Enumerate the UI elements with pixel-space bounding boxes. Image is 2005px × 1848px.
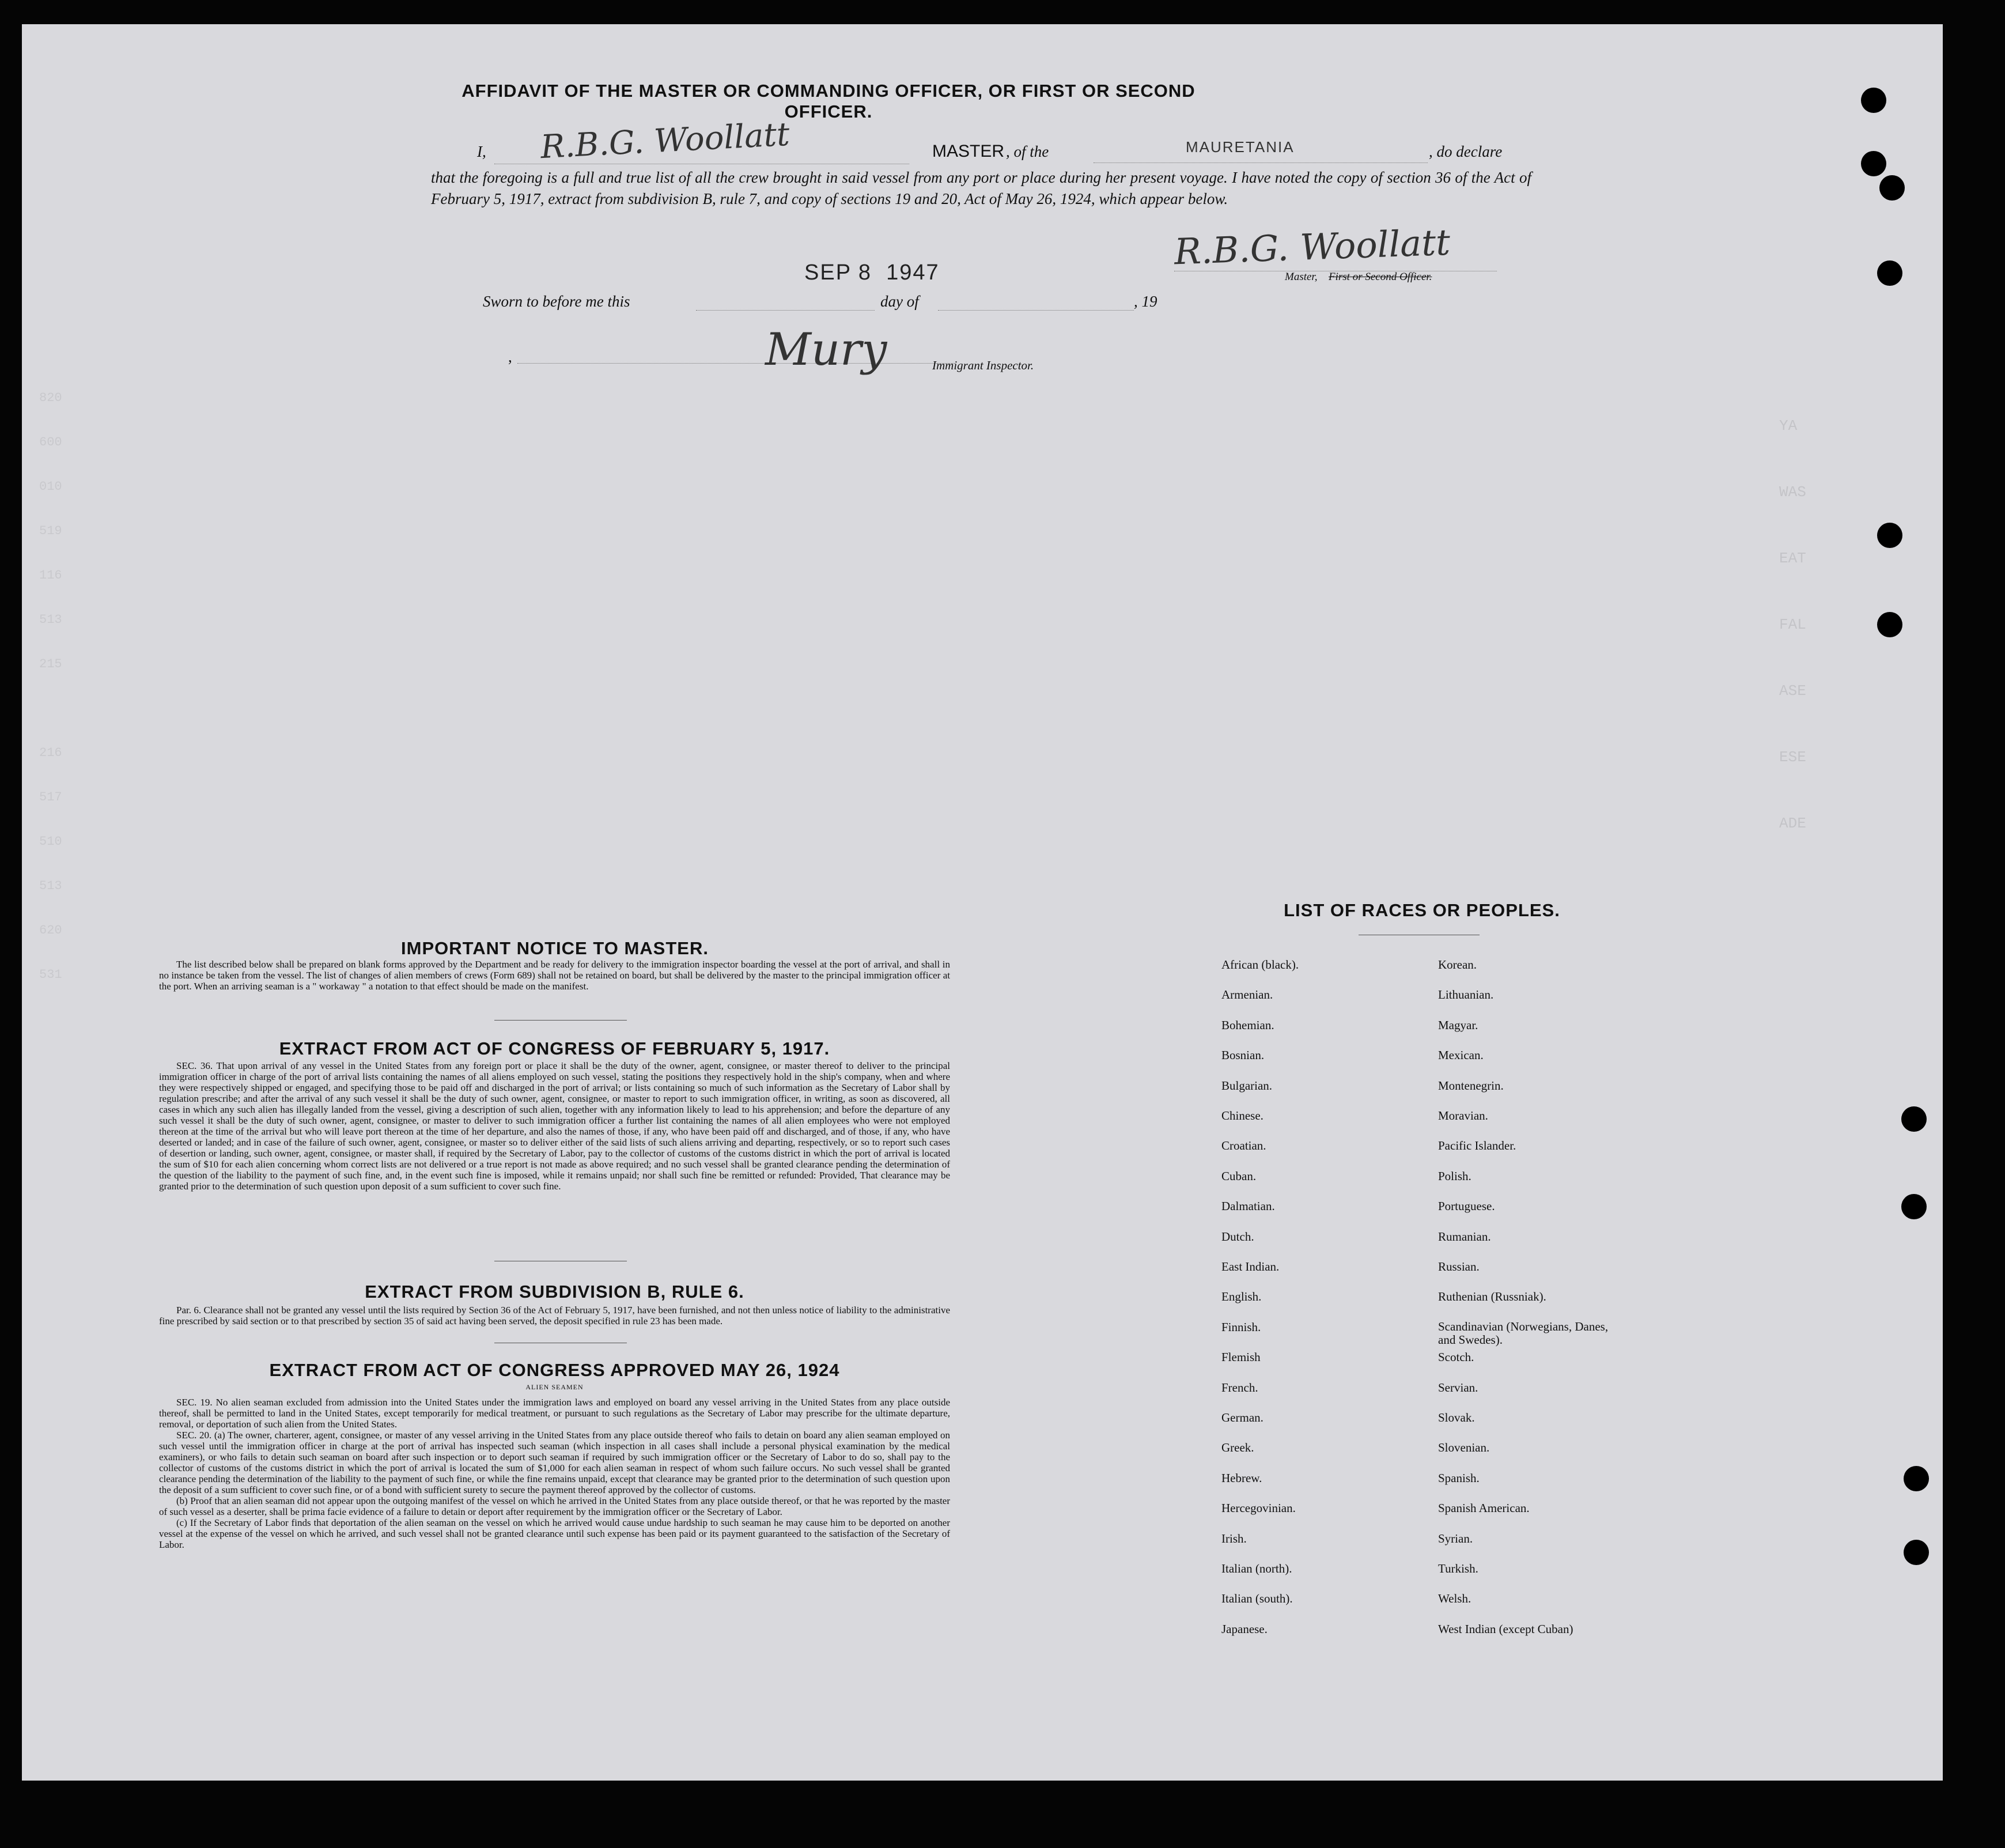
signature-caption-master: Master,: [1285, 271, 1318, 283]
sec-20c: (c) If the Secretary of Labor finds that deportation of the alien seaman on the vessel on which he arrived would cause undue hardship to such seaman he may cause him to be deported on another vessel at the expense of the vessel on which he arrived, and such vessel shall not be granted clearance until such expense has been paid or its payment guaranteed to the satisfaction of the Secretary of Labor.: [159, 1517, 950, 1550]
race-item-left: Japanese.: [1221, 1622, 1268, 1636]
punch-hole: [1861, 151, 1886, 176]
race-item-left: Flemish: [1221, 1350, 1261, 1365]
race-item-right: Scotch.: [1438, 1350, 1474, 1365]
race-item-right: Pacific Islander.: [1438, 1139, 1516, 1153]
race-item-left: East Indian.: [1221, 1260, 1280, 1273]
race-item-left: Croatian.: [1221, 1139, 1266, 1153]
punch-hole: [1904, 1540, 1929, 1565]
rule6-title: EXTRACT FROM SUBDIVISION B, RULE 6.: [365, 1282, 744, 1302]
race-item-right: Portuguese.: [1438, 1199, 1495, 1214]
extract-1917-title: EXTRACT FROM ACT OF CONGRESS OF FEBRUARY 5, 1917.: [279, 1038, 830, 1059]
race-item-right: Korean.: [1438, 958, 1477, 972]
race-item-left: Italian (north).: [1221, 1562, 1292, 1575]
race-item-left: Hebrew.: [1221, 1471, 1262, 1485]
do-declare-text: , do declare: [1429, 143, 1503, 160]
race-item-left: African (black).: [1221, 958, 1299, 972]
race-item-right: Ruthenian (Russniak).: [1438, 1290, 1546, 1304]
punch-hole: [1879, 175, 1905, 201]
sworn-month-line: [938, 310, 1134, 311]
punch-hole: [1901, 1194, 1927, 1219]
race-item-left: Dalmatian.: [1221, 1199, 1275, 1214]
sec-20b: (b) Proof that an alien seaman did not appear upon the outgoing manifest of the vessel on which he arrived in the United States from any place outside thereof, or that he was reported by the master of such vessel as a deserter, shall be prima facie evidence of a failure to detain or deport after requirement by the immigration officer or the Secretary of Labor.: [159, 1495, 950, 1517]
race-item-left: German.: [1221, 1411, 1263, 1424]
race-item-right: Magyar.: [1438, 1018, 1478, 1032]
notice-body: The list described below shall be prepared on blank forms approved by the Department and be ready for delivery to the immigration inspector boarding the vessel at the port of arrival, and shall in no instance be taken from the vessel. The list of changes of alien members of crews (Form 689) shall not be retained on board, but shall be delivered by the master to the principal immigration officer at the port. When an arriving seaman is a " workaway " a notation to that effect should be made on the manifest.: [159, 959, 950, 992]
document-page: [22, 24, 1943, 1781]
race-item-right: Welsh.: [1438, 1592, 1471, 1606]
sec-19: SEC. 19. No alien seaman excluded from admission into the United States under the immigration laws and employed on board any vessel arriving in the United States from any place outside thereof, shall be permitted to land in the United States, except temporarily for medical treatment, or pursuant to such regulations as the Secretary of Labor may prescribe for the ultimate departure, removal, or deportation of such alien from the United States.: [159, 1397, 950, 1430]
affidavit-title: AFFIDAVIT OF THE MASTER OR COMMANDING OFFICER, OR FIRST OR SECOND OFFICER.: [461, 81, 1196, 122]
extract-1924-title: EXTRACT FROM ACT OF CONGRESS APPROVED MAY 26, 1924: [269, 1360, 840, 1380]
sworn-year: , 19: [1134, 293, 1157, 310]
punch-hole: [1861, 88, 1886, 113]
race-item-left: Cuban.: [1221, 1169, 1257, 1183]
signature-caption-struck: First or Second Officer.: [1329, 271, 1432, 283]
master-signature-right: R.B.G. Woollatt: [1173, 221, 1451, 273]
race-item-left: Armenian.: [1221, 988, 1273, 1002]
affidavit-body: that the foregoing is a full and true list of all the crew brought in said vessel from any port or place during her present voyage. I have noted the copy of section 36 of the Act of February 5, 1917, extract from subdivision B, rule 7, and copy of sections 19 and 20, Act of May 26, 1924, which appear below.: [431, 169, 1531, 207]
race-item-left: French.: [1221, 1380, 1258, 1394]
affidavit-i: I,: [477, 143, 486, 160]
punch-hole: [1904, 1466, 1929, 1491]
sworn-day-line: [696, 310, 875, 311]
race-item-right: Scandinavian (Norwegians, Danes, and Swedes).: [1438, 1319, 1609, 1347]
race-item-right: Slovenian.: [1438, 1441, 1490, 1455]
race-item-right: Russian.: [1438, 1260, 1480, 1273]
race-item-right: Moravian.: [1438, 1109, 1488, 1123]
sworn-prefix: Sworn to before me this: [483, 293, 630, 310]
vessel-name-line: [1094, 162, 1428, 163]
divider-rule: [494, 1020, 627, 1021]
inspector-comma: ,: [508, 348, 512, 365]
extract-1917-body: SEC. 36. That upon arrival of any vessel in the United States from any foreign port or place it shall be the duty of the owner, agent, consignee, or master thereof to deliver to the principal immigration officer in charge of the port of arrival lists containing the names of all aliens employed on such vessel, stating the positions they respectively hold in the ship's company, when and where they were respectively shipped or engaged, and specifying those to be paid off and discharged in the port of arrival; or lists containing so much of such information as the Secretary of Labor shall by regulation prescribe; and after the arrival of any such vessel it shall be the duty of such owner, agent, consignee, or master to report to such immigration officer, in writing, as soon as discovered, all cases in which any such alien has illegally landed from the vessel, giving a description of such alien, together with any information likely to lead to his apprehension; and before the departure of any such vessel it shall be the duty of such owner, agent, consignee, or master to deliver to such immigration officer a further list containing the names of all alien employees who were not employed thereon at the time of the arrival but who will leave port thereon at the time of her departure, and also the names of those, if any, who have been paid off and discharged, and of those, if any, who have deserted or landed; and in case of the failure of such owner, agent, consignee, or master so to deliver either of the said lists of such aliens arriving and departing, respectively, or so to report such cases of desertion or landing, such owner, agent, consignee, or master shall, if required by the Secretary of Labor, pay to the collector of customs of the customs district in which the port of arrival is located the sum of $10 for each alien concerning whom correct lists are not delivered or a true report is not made as above required; and no such vessel shall be granted clearance pending the determination of the question of the liability to the payment of such fine, and, in the event such fine is imposed, while it remains unpaid; nor shall such fine be remitted or refunded: Provided, That clearance may be granted prior to the determination of such question upon deposit of a sum sufficient to cover such fine.: [159, 1060, 950, 1192]
punch-hole: [1877, 260, 1902, 286]
punch-hole: [1877, 612, 1902, 637]
punch-hole: [1901, 1106, 1927, 1132]
race-item-left: Finnish.: [1221, 1320, 1261, 1334]
race-item-left: English.: [1221, 1290, 1262, 1304]
race-item-left: Irish.: [1221, 1531, 1247, 1545]
race-item-right: Slovak.: [1438, 1411, 1475, 1424]
race-item-right: Servian.: [1438, 1380, 1478, 1394]
rule6-body: Par. 6. Clearance shall not be granted any vessel until the lists required by Section 36 of the Act of February 5, 1917, have been furnished, and not then unless notice of liability to the administrative fine prescribed by said section or to that prescribed by section 35 of said act having been served, the deposit specified in rule 23 has been made.: [159, 1305, 950, 1327]
race-item-right: Turkish.: [1438, 1562, 1478, 1575]
inspector-signature: Mury: [765, 324, 887, 376]
punch-hole: [1877, 523, 1902, 548]
race-item-left: Dutch.: [1221, 1229, 1254, 1244]
vessel-name: MAURETANIA: [1186, 138, 1295, 156]
race-item-left: Italian (south).: [1221, 1592, 1293, 1606]
race-item-right: Rumanian.: [1438, 1229, 1491, 1244]
race-item-right: Polish.: [1438, 1169, 1471, 1183]
race-item-right: Montenegrin.: [1438, 1078, 1504, 1093]
race-item-right: Spanish American.: [1438, 1501, 1530, 1516]
notice-title: IMPORTANT NOTICE TO MASTER.: [401, 938, 709, 958]
race-item-right: Spanish.: [1438, 1471, 1480, 1485]
race-item-right: West Indian (except Cuban): [1438, 1622, 1573, 1636]
bleed-through-left-ids: 820 600 010 519 116 513 215 216 517 510 513 620 531: [39, 391, 62, 982]
master-name-signature: R.B.G. Woollatt: [539, 115, 791, 167]
race-item-left: Greek.: [1221, 1441, 1254, 1455]
sworn-day-of: day of: [880, 293, 919, 310]
extract-1924-subtitle: ALIEN SEAMEN: [525, 1383, 584, 1391]
master-word: MASTER: [932, 142, 1005, 161]
bleed-through-right-ids: YA WAS EAT FAL ASE ESE ADE: [1779, 417, 1806, 832]
race-item-left: Bulgarian.: [1221, 1078, 1273, 1093]
race-item-left: Bosnian.: [1221, 1048, 1265, 1063]
inspector-caption: Immigrant Inspector.: [932, 358, 1034, 372]
race-item-left: Bohemian.: [1221, 1018, 1274, 1032]
sec-20a: SEC. 20. (a) The owner, charterer, agent, consignee, or master of any vessel arriving in the United States from any place outside thereof who fails to detain on board any alien seaman employed on such vessel until the immigration officer in charge at the port of arrival has inspected such seaman (which inspection in all cases shall include a personal physical examination by the medical examiners), or who fails to detain such seaman on board after such inspection or to deport such seaman if required by such immigration officer or the Secretary of Labor to do so, shall pay to the collector of customs of the customs district in which the port of arrival is located the sum of $1,000 for each alien seaman in respect of whom such failure occurs. No such vessel shall be granted clearance pending the determination of the liability to the payment of such fine, or while the fine remains unpaid, except that clearance may be granted prior to the determination of such question upon the deposit of a sum sufficient to cover such fine, or of a bond with sufficient surety to secure the payment thereof approved by the collector of customs.: [159, 1430, 950, 1495]
of-the-text: , of the: [1006, 143, 1049, 160]
race-item-right: Syrian.: [1438, 1531, 1473, 1545]
race-item-right: Lithuanian.: [1438, 988, 1494, 1002]
date-stamp: SEP 8 1947: [804, 260, 940, 285]
race-item-left: Chinese.: [1221, 1109, 1263, 1123]
inspector-line: [517, 363, 955, 364]
race-item-left: Hercegovinian.: [1221, 1501, 1296, 1516]
extract-1924-body: [159, 1397, 950, 1550]
race-item-right: Mexican.: [1438, 1048, 1484, 1063]
races-title: LIST OF RACES OR PEOPLES.: [1284, 900, 1560, 920]
